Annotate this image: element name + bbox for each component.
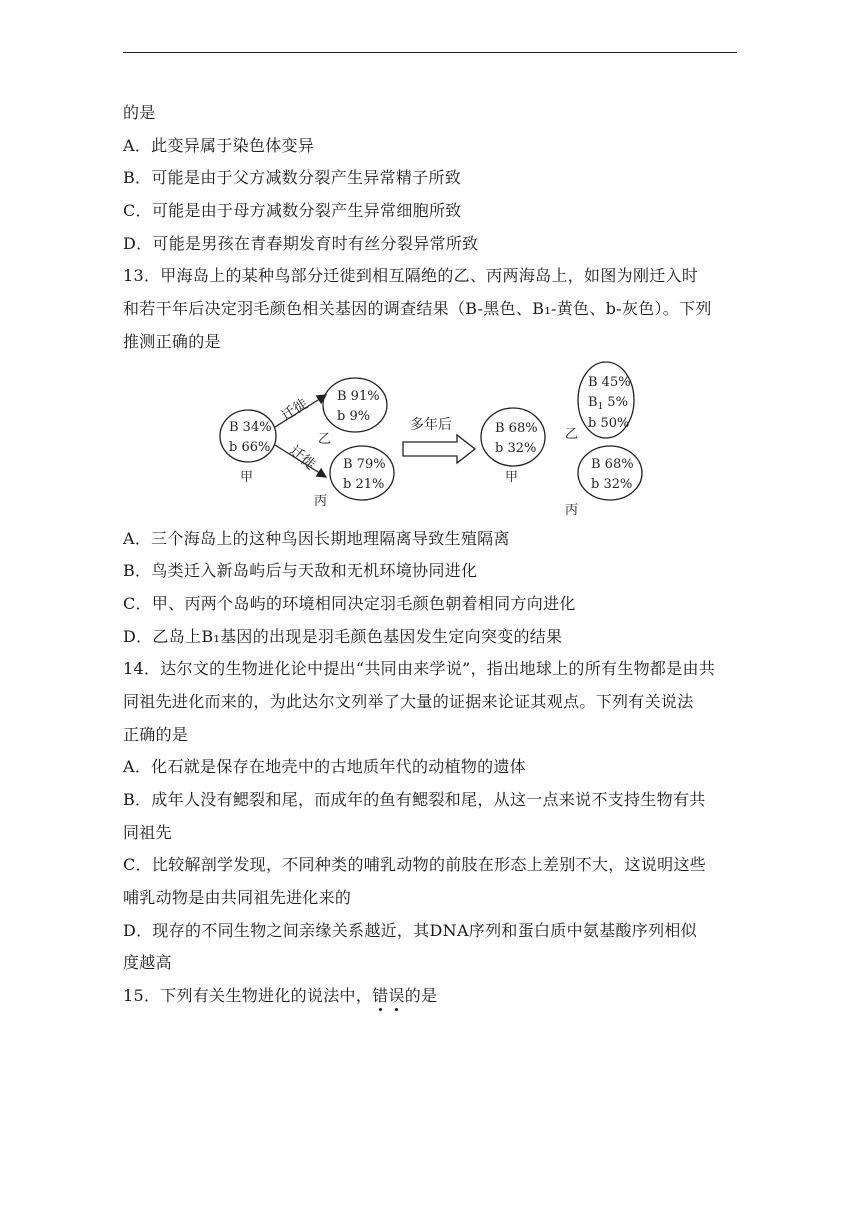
migration-diagram	[213, 359, 653, 519]
jia-start-label: 甲	[240, 469, 254, 485]
option-b-q13: B．鸟类迁入新岛屿后与天敌和无机环境协同进化	[123, 561, 478, 581]
yi-start-label: 乙	[318, 431, 332, 447]
after-years-arrow	[403, 435, 475, 463]
jia-later-label: 甲	[505, 469, 519, 485]
emphasis-char-2: 误	[388, 980, 404, 1013]
migrate-label-up: 迁徙	[278, 395, 311, 424]
yi-later-B1: $B_1$ 5%	[588, 394, 628, 412]
option-a-q14: A．化石就是保存在地壳中的古地质年代的动植物的遗体	[123, 757, 527, 777]
option-d-q13: D．乙岛上B₁基因的出现是羽毛颜色基因发生定向突变的结果	[123, 626, 563, 646]
bing-start-b: b 21%	[343, 476, 385, 492]
option-d-q14-line-1: D．现存的不同生物之间亲缘关系越近，其DNA序列和蛋白质中氨基酸序列相似	[123, 920, 698, 940]
question-13-line-2: 和若干年后决定羽毛颜色相关基因的调查结果（B-黑色、B₁-黄色、b-灰色）。下列	[123, 299, 712, 319]
yi-later-label: 乙	[565, 426, 579, 442]
question-15-prefix: 15．下列有关生物进化的说法中，	[123, 986, 373, 1006]
bing-start-label: 丙	[314, 493, 328, 509]
after-years-label: 多年后	[410, 416, 452, 433]
option-c-q14-line-1: C．比较解剖学发现，不同种类的哺乳动物的前肢在形态上差别不大，这说明这些	[123, 855, 707, 875]
question-15	[123, 980, 743, 1013]
option-a-q13: A．三个海岛上的这种鸟因长期地理隔离导致生殖隔离	[123, 528, 510, 548]
question-13-line-3: 推测正确的是	[123, 331, 221, 351]
emphasis-char-1: 错	[372, 980, 388, 1013]
option-d-q14-line-2: 度越高	[123, 953, 172, 973]
question-14-line-3: 正确的是	[123, 724, 189, 744]
yi-start-B: B 91%	[337, 388, 380, 404]
option-d-q12: D．可能是男孩在青春期发育时有丝分裂异常所致	[123, 233, 479, 253]
bing-later-b: b 32%	[591, 476, 633, 492]
option-c-q14-line-2: 哺乳动物是由共同祖先进化来的	[123, 888, 352, 908]
exam-page-content	[123, 97, 743, 1013]
question-15-suffix: 的是	[404, 986, 438, 1006]
bing-later-B: B 68%	[591, 456, 634, 472]
option-a-q12: A．此变异属于染色体变异	[123, 135, 315, 155]
question-13-line-1: 13．甲海岛上的某种鸟部分迁徙到相互隔绝的乙、丙两海岛上，如图为刚迁入时	[123, 266, 699, 286]
option-b-q14-line-1: B．成年人没有鳃裂和尾，而成年的鱼有鳃裂和尾，从这一点来说不支持生物有共	[123, 790, 706, 809]
bing-start-B: B 79%	[343, 456, 386, 472]
island-jia-later-circle	[481, 408, 545, 466]
bing-later-label: 丙	[565, 502, 579, 518]
text-line: 的是	[123, 103, 156, 122]
option-c-q12: C．可能是由于母方减数分裂产生异常细胞所致	[123, 201, 462, 221]
yi-later-B: B 45%	[588, 374, 631, 390]
yi-start-b: b 9%	[337, 408, 371, 424]
jia-later-b: b 32%	[495, 440, 537, 456]
question-14-line-2: 同祖先进化而来的，为此达尔文列举了大量的证据来论证其观点。下列有关说法	[123, 691, 694, 711]
header-rule	[123, 52, 737, 53]
gene-frequency-figure	[123, 359, 743, 523]
migrate-label-down: 迁徙	[286, 442, 319, 473]
option-c-q13: C．甲、丙两个岛屿的环境相同决定羽毛颜色朝着相同方向进化	[123, 593, 576, 613]
question-14-line-1: 14．达尔文的生物进化论中提出“共同由来学说”，指出地球上的所有生物都是由共	[123, 659, 716, 679]
jia-start-B: B 34%	[229, 419, 272, 435]
option-b-q12: B．可能是由于父方减数分裂产生异常精子所致	[123, 168, 462, 188]
option-b-q14-line-2: 同祖先	[123, 822, 172, 842]
jia-later-B: B 68%	[495, 420, 538, 436]
jia-start-b: b 66%	[229, 439, 271, 455]
yi-later-b: b 50%	[588, 415, 630, 431]
